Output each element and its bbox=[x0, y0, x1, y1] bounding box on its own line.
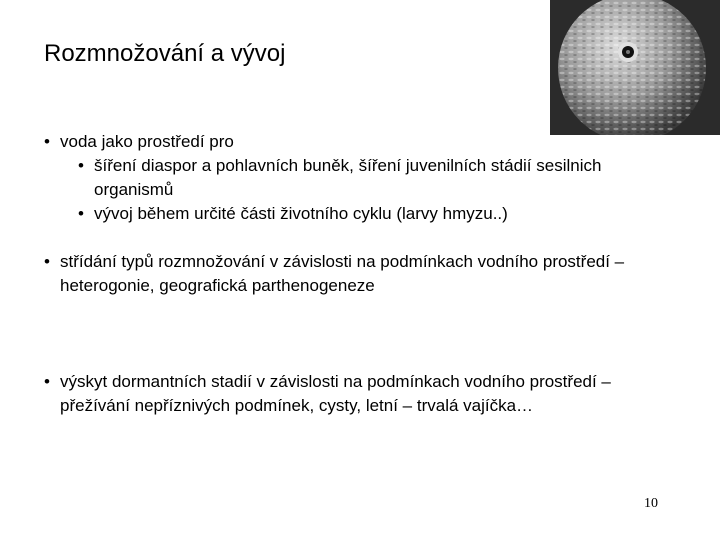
bullet-1 bbox=[44, 130, 684, 226]
bullet-glyph: • bbox=[44, 132, 50, 151]
bullet-2 bbox=[44, 250, 664, 298]
page-number: 10 bbox=[644, 496, 658, 511]
sub-bullet-2: vývoj během určité části životního cyklu (larvy hmyzu..) bbox=[94, 204, 508, 223]
bullet-3-text: výskyt dormantních stadií v závislosti na podmínkach vodního prostředí – přežívání nepříznivých podmínek, cysty, letní – trvalá vajíčka… bbox=[60, 372, 611, 415]
slide-title: Rozmnožování a vývoj bbox=[44, 40, 286, 67]
spore-micrograph-icon bbox=[550, 0, 720, 135]
sub-bullet-glyph: • bbox=[78, 204, 84, 223]
bullet-glyph: • bbox=[44, 252, 50, 271]
bullet-2-text: střídání typů rozmnožování v závislosti na podmínkach vodního prostředí – heterogonie, geografická parthenogeneze bbox=[60, 252, 625, 295]
bullet-glyph: • bbox=[44, 372, 50, 391]
sub-bullet-1: šíření diaspor a pohlavních buněk, šíření juvenilních stádií sesilnich organismů bbox=[94, 156, 602, 199]
bullet-3 bbox=[44, 370, 684, 418]
bullet-1-text: voda jako prostředí pro bbox=[60, 132, 234, 151]
sub-bullet-glyph: • bbox=[78, 156, 84, 175]
